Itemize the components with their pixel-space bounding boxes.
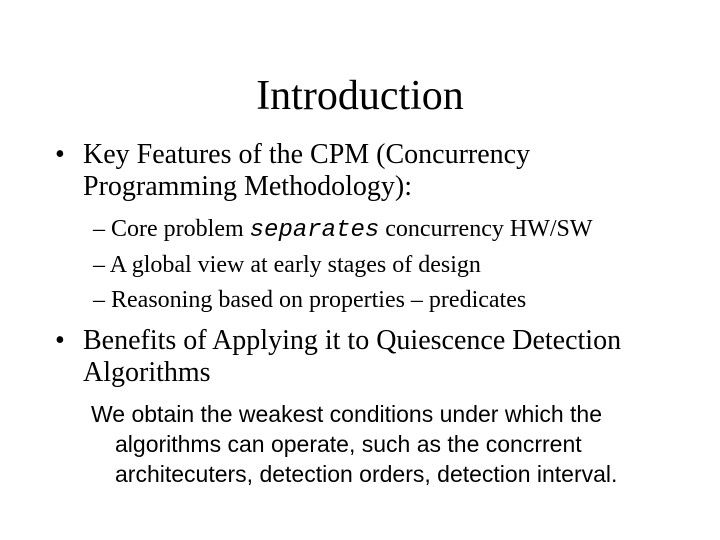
sub-bullet-item xyxy=(93,212,693,248)
dash-marker: – xyxy=(93,252,105,278)
sub-bullet-item xyxy=(93,283,693,318)
sub-bullet-text: Reasoning based on properties – predicates xyxy=(111,287,527,313)
bullet-benefits xyxy=(55,325,675,389)
sub-bullet-text-before: Core problem xyxy=(111,216,250,242)
sub-bullet-item xyxy=(93,248,693,283)
dash-marker: – xyxy=(93,287,105,313)
sub-bullet-text-after: concurrency HW/SW xyxy=(379,216,593,242)
sub-bullet-list xyxy=(93,212,693,318)
emphasized-word: separates xyxy=(249,217,380,244)
slide-title: Introduction xyxy=(256,73,464,119)
bullet-marker: • xyxy=(55,139,65,170)
benefits-paragraph: We obtain the weakest conditions under which the algorithms can operate, such as the concrrent architecuters, detection orders, detection interval. xyxy=(91,401,618,487)
dash-marker: – xyxy=(93,216,105,242)
bullet-text: Benefits of Applying it to Quiescence Detection Algorithms xyxy=(83,325,622,388)
bullet-marker: • xyxy=(55,325,65,356)
bullet-text: Key Features of the CPM (Concurrency Programming Methodology): xyxy=(83,139,531,202)
sub-bullet-text: A global view at early stages of design xyxy=(109,252,481,278)
bullet-key-features xyxy=(55,139,675,203)
